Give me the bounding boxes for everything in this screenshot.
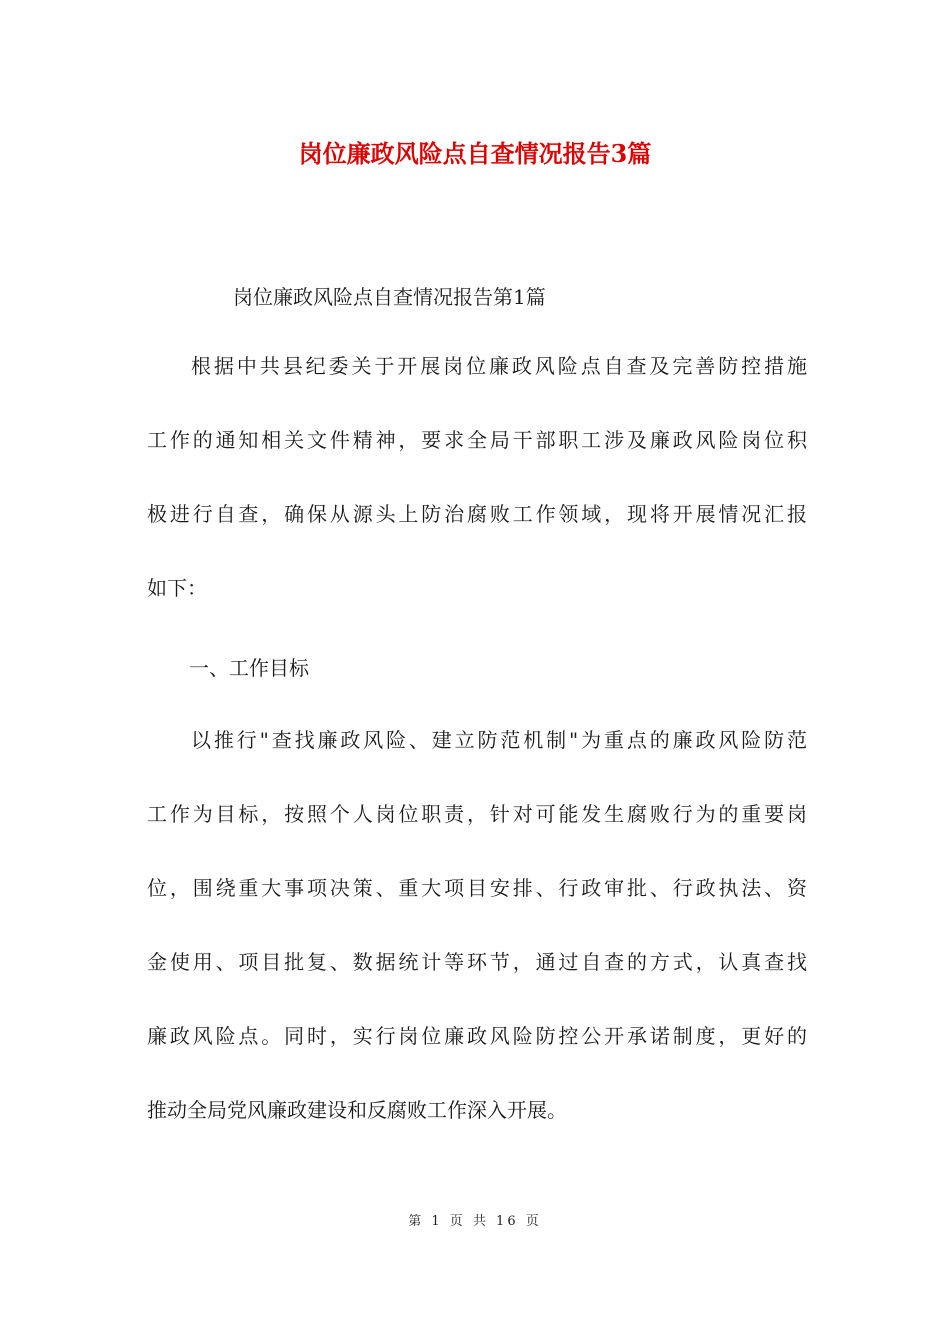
paragraph-line: 根据中共县纪委关于开展岗位廉政风险点自查及完善防控措施: [191, 354, 807, 378]
paragraph-goals: [147, 703, 807, 1147]
paragraph-intro: [147, 329, 807, 625]
section-heading-goals: 一、工作目标: [189, 656, 309, 680]
paragraph-line: 如下：: [147, 576, 207, 600]
paragraph-line: 极进行自查，确保从源头上防治腐败工作领域，现将开展情况汇报: [147, 502, 807, 526]
paragraph-line: 工作的通知相关文件精神，要求全局干部职工涉及廉政风险岗位积: [147, 428, 807, 452]
page-number-footer: 第 1 页 共 16 页: [408, 1214, 542, 1229]
paragraph-line: 廉政风险点。同时，实行岗位廉政风险防控公开承诺制度，更好的: [147, 1024, 807, 1048]
paragraph-line: 金使用、项目批复、数据统计等环节，通过自查的方式，认真查找: [147, 950, 807, 974]
paragraph-line: 以推行"查找廉政风险、建立防范机制"为重点的廉政风险防范: [191, 728, 807, 752]
paragraph-line: 工作为目标，按照个人岗位职责，针对可能发生腐败行为的重要岗: [147, 802, 807, 826]
paragraph-line: 位，围绕重大事项决策、重大项目安排、行政审批、行政执法、资: [147, 876, 807, 900]
paragraph-line: 推动全局党风廉政建设和反腐败工作深入开展。: [147, 1098, 567, 1122]
section-subtitle: 岗位廉政风险点自查情况报告第1篇: [233, 285, 546, 309]
document-title: 岗位廉政风险点自查情况报告3篇: [298, 139, 652, 168]
